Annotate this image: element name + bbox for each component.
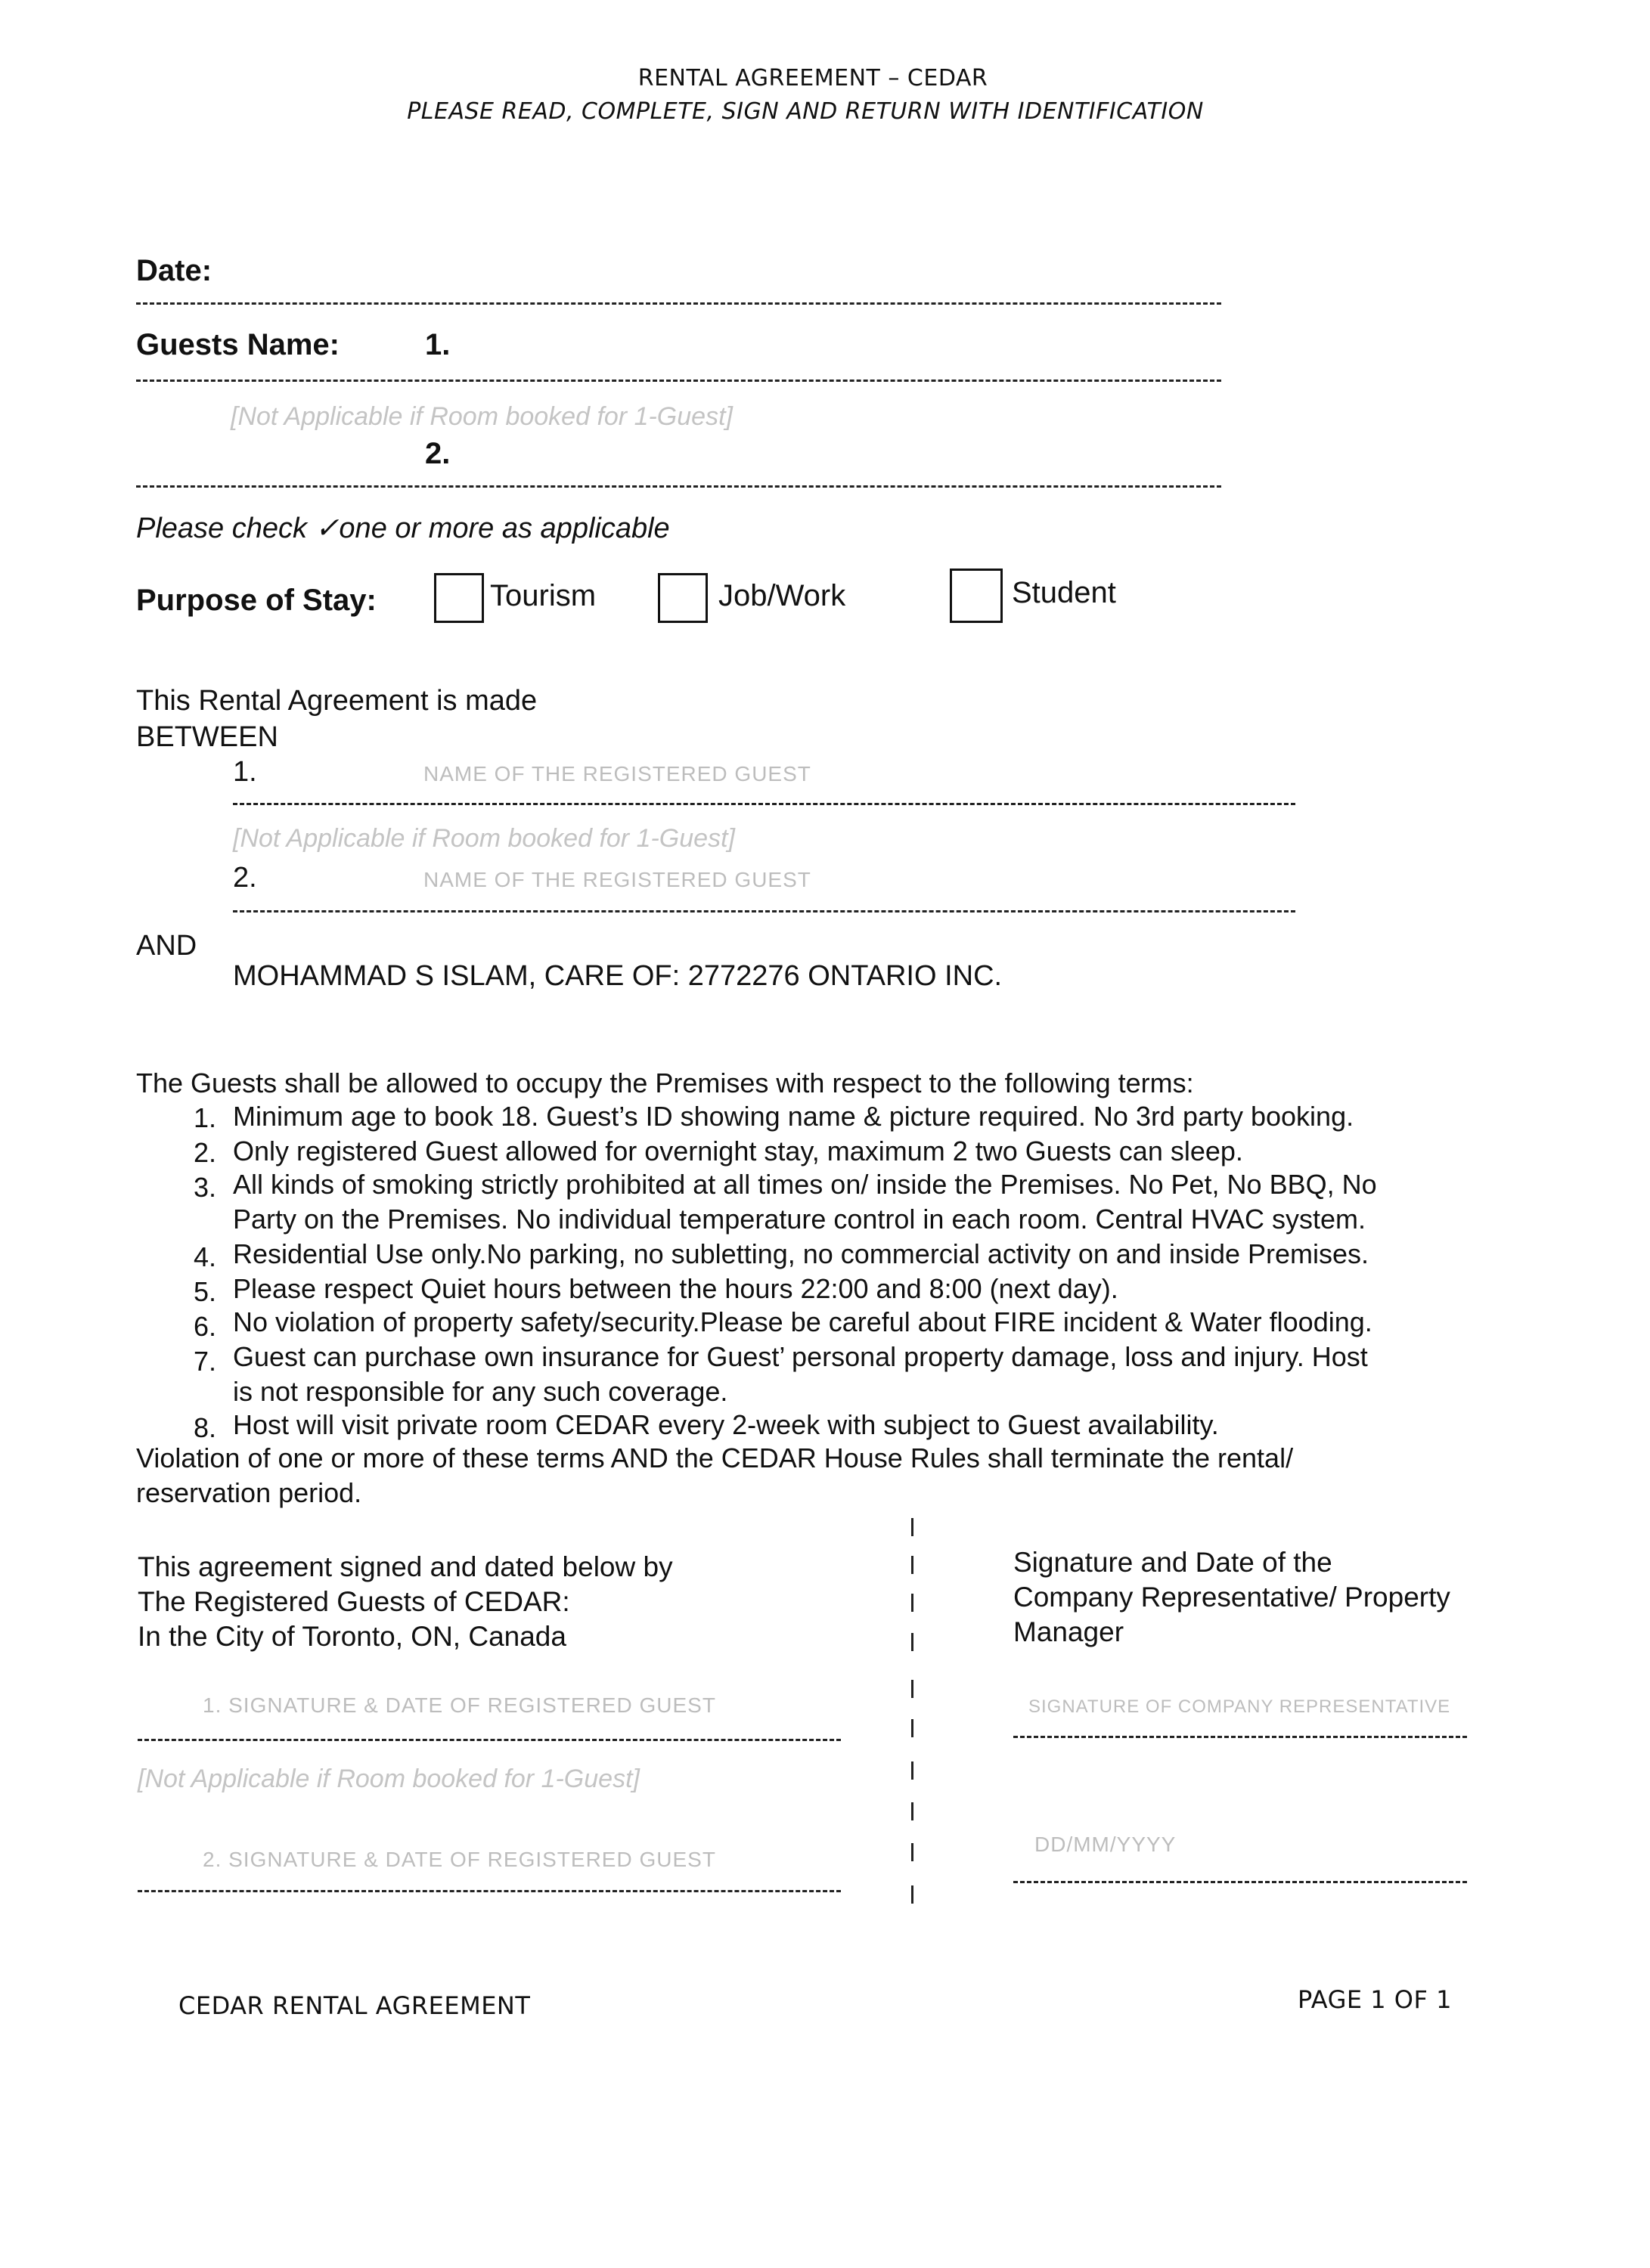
guest-1-name-line[interactable] [136,380,1221,382]
divider-mark [911,1802,913,1820]
divider-mark [911,1885,913,1904]
footer-page-number: PAGE 1 OF 1 [1298,1985,1452,2014]
term-text-continued: Party on the Premises. No individual temperature control in each room. Central HVAC system. [233,1204,1366,1235]
registered-guest-2-placeholder: NAME OF THE REGISTERED GUEST [423,868,811,891]
agreement-intro: This Rental Agreement is made [136,685,538,717]
term-number: 1. [193,1102,216,1133]
term-text-continued: is not responsible for any such coverage. [233,1376,728,1407]
guest-1-signature-placeholder: 1. SIGNATURE & DATE OF REGISTERED GUEST [203,1693,716,1717]
document-title: RENTAL AGREEMENT – CEDAR [637,65,988,91]
term-number: 7. [193,1346,216,1377]
violation-notice-continued: reservation period. [136,1477,362,1508]
term-number: 5. [193,1276,216,1307]
divider-mark [911,1843,913,1861]
check-instruction-suffix: one or more as applicable [339,513,670,544]
divider-mark [911,1680,913,1698]
term-text: Host will visit private room CEDAR every 2-week with subject to Guest availability. [233,1409,1219,1440]
violation-notice: Violation of one or more of these terms AND the CEDAR House Rules shall terminate the rental/ [136,1442,1294,1473]
divider-mark [911,1633,913,1651]
date-field-line[interactable] [136,302,1221,305]
company-signature-intro-line1: Signature and Date of the [1013,1547,1332,1578]
party-not-applicable-hint: [Not Applicable if Room booked for 1-Guest] [233,824,735,853]
guest-1-number: 1. [425,328,451,361]
job-work-checkbox[interactable] [658,573,708,623]
document-subtitle: PLEASE READ, COMPLETE, SIGN AND RETURN WITH IDENTIFICATION [407,98,1204,125]
tourism-checkbox[interactable] [434,573,484,623]
guest-2-signature-line[interactable] [138,1890,841,1892]
company-signature-placeholder: SIGNATURE OF COMPANY REPRESENTATIVE [1028,1696,1451,1717]
between-label: BETWEEN [136,721,278,753]
party-1-name-line[interactable] [233,803,1295,805]
divider-mark [911,1761,913,1780]
divider-mark [911,1518,913,1536]
signature-not-applicable-hint: [Not Applicable if Room booked for 1-Guest] [138,1765,640,1793]
term-number: 6. [193,1311,216,1342]
term-number: 3. [193,1172,216,1203]
guest-1-signature-line[interactable] [138,1739,841,1741]
divider-mark [911,1594,913,1612]
guest-signature-intro-line1: This agreement signed and dated below by [138,1551,673,1582]
company-signature-intro-line3: Manager [1013,1616,1124,1647]
party-2-number: 2. [233,862,257,894]
term-text: Minimum age to book 18. Guest’s ID showing name & picture required. No 3rd party booking. [233,1101,1354,1132]
host-name: MOHAMMAD S ISLAM, CARE OF: 2772276 ONTARIO INC. [233,960,1003,992]
check-instruction [136,511,670,545]
guests-name-label: Guests Name: [136,328,340,361]
guest-2-number: 2. [425,437,451,470]
date-format-placeholder: DD/MM/YYYY [1034,1833,1177,1856]
registered-guest-1-placeholder: NAME OF THE REGISTERED GUEST [423,762,811,785]
term-number: 2. [193,1137,216,1168]
student-option-label: Student [1012,576,1116,609]
guest-signature-intro-line2: The Registered Guests of CEDAR: [138,1586,570,1617]
term-text: Residential Use only.No parking, no subletting, no commercial activity on and inside Premises. [233,1238,1369,1269]
company-date-line[interactable] [1013,1881,1467,1883]
tourism-option-label: Tourism [490,579,597,612]
company-signature-line[interactable] [1013,1736,1467,1738]
party-1-number: 1. [233,756,257,788]
checkmark-icon: ✓ [315,513,340,544]
party-2-name-line[interactable] [233,910,1295,912]
term-text: Please respect Quiet hours between the hours 22:00 and 8:00 (next day). [233,1273,1118,1304]
job-work-option-label: Job/Work [718,579,846,612]
guest-signature-intro-line3: In the City of Toronto, ON, Canada [138,1621,566,1652]
term-text: Guest can purchase own insurance for Guest’ personal property damage, loss and injury. Host [233,1341,1368,1372]
term-number: 4. [193,1241,216,1272]
guest-2-name-line[interactable] [136,485,1221,488]
term-text: Only registered Guest allowed for overnight stay, maximum 2 two Guests can sleep. [233,1136,1243,1167]
purpose-of-stay-label: Purpose of Stay: [136,584,377,617]
term-text: All kinds of smoking strictly prohibited at all times on/ inside the Premises. No Pet, No BBQ, No [233,1169,1377,1200]
guest-2-signature-placeholder: 2. SIGNATURE & DATE OF REGISTERED GUEST [203,1848,716,1871]
footer-document-name: CEDAR RENTAL AGREEMENT [178,1991,531,2020]
student-checkbox[interactable] [950,569,1003,623]
date-label: Date: [136,254,212,287]
company-signature-intro-line2: Company Representative/ Property [1013,1582,1450,1613]
divider-mark [911,1719,913,1737]
not-applicable-hint: [Not Applicable if Room booked for 1-Guest] [231,402,733,431]
check-instruction-prefix: Please check [136,513,308,544]
terms-intro: The Guests shall be allowed to occupy the Premises with respect to the following terms: [136,1067,1194,1098]
term-number: 8. [193,1412,216,1443]
term-text: No violation of property safety/security.Please be careful about FIRE incident & Water flooding. [233,1306,1372,1337]
divider-mark [911,1556,913,1574]
and-label: AND [136,930,197,962]
